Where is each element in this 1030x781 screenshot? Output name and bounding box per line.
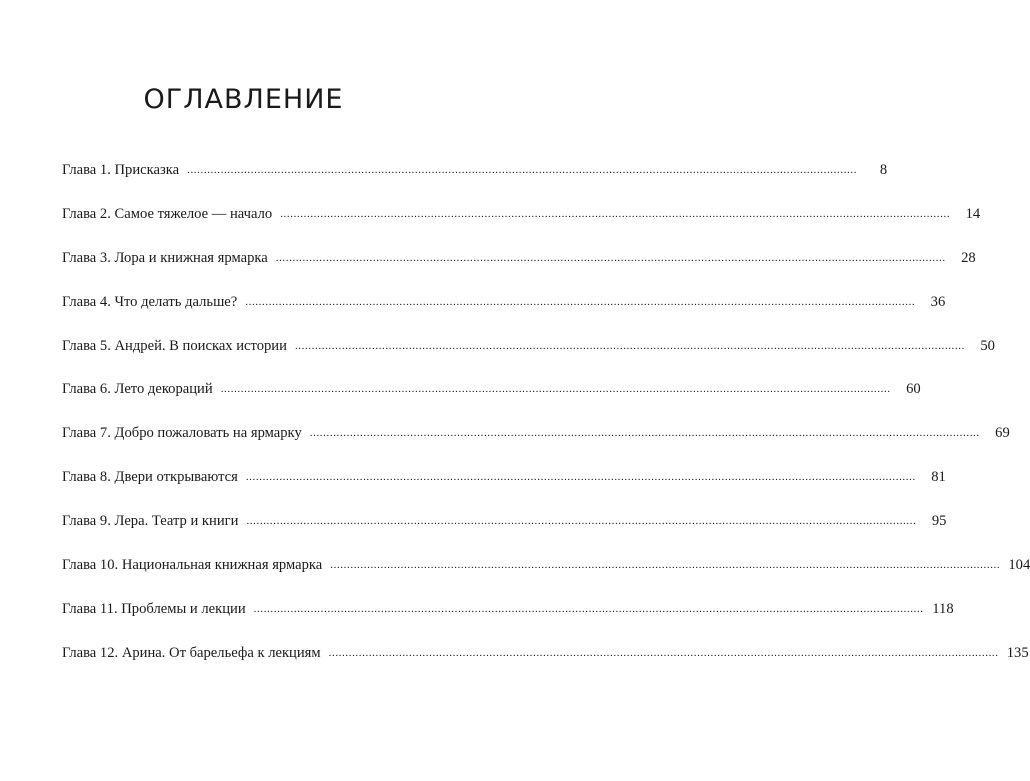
toc-page-number: 135 [1006,644,1029,661]
toc-chapter-title: Глава 12. Арина. От барельефа к лекциям [62,644,321,661]
toc-page-number: 50 [980,337,995,354]
dot-leader: ........................................................................................................................................................................................................ [220,383,891,396]
page-title: ОГЛАВЛЕНИЕ [143,84,344,115]
dot-leader: ........................................................................................................................................................................................................ [275,251,946,264]
toc-page-number: 14 [965,205,981,222]
toc-entry-6 [62,379,921,423]
toc-entry-7 [62,423,1010,467]
toc-entry-9 [62,511,947,555]
dot-leader: ........................................................................................................................................................................................................ [280,207,951,220]
toc-chapter-title: Глава 1. Присказка [62,162,180,178]
toc-chapter-title: Глава 5. Андрей. В поисках истории [62,337,287,354]
dot-leader: ........................................................................................................................................................................................................ [187,164,858,176]
toc-entry-10 [62,555,1030,599]
toc-entry-5 [62,336,995,380]
dot-leader: ........................................................................................................................................................................................................ [309,427,980,440]
toc-chapter-title: Глава 9. Лера. Театр и книги [62,513,239,530]
toc-page-number: 69 [995,425,1010,442]
toc-page-number: 95 [931,513,947,530]
toc-chapter-title: Глава 3. Лора и книжная ярмарка [62,249,268,266]
dot-leader: ........................................................................................................................................................................................................ [246,515,917,528]
toc-page-number: 60 [906,381,921,398]
toc-entry-2 [62,204,981,248]
toc-page-number: 104 [1008,557,1030,574]
toc-chapter-title: Глава 11. Проблемы и лекции [62,600,246,617]
toc-chapter-title: Глава 6. Лето декораций [62,381,213,398]
dot-leader: ........................................................................................................................................................................................................ [294,339,965,352]
toc-chapter-title: Глава 8. Двери открываются [62,469,238,486]
toc-page-number: 81 [931,469,946,486]
table-of-contents [62,160,1030,687]
toc-page-number: 36 [930,293,946,310]
toc-chapter-title: Глава 7. Добро пожаловать на ярмарку [62,425,302,442]
toc-chapter-title: Глава 4. Что делать дальше? [62,293,238,310]
dot-leader: ........................................................................................................................................................................................................ [330,559,1001,572]
dot-leader: ........................................................................................................................................................................................................ [245,471,916,484]
dot-leader: ........................................................................................................................................................................................................ [245,295,916,308]
toc-entry-11 [62,599,954,643]
dot-leader: ........................................................................................................................................................................................................ [253,602,924,615]
toc-page-number: 28 [961,249,976,266]
toc-entry-4 [62,292,946,336]
toc-entry-1 [62,160,888,204]
toc-chapter-title: Глава 2. Самое тяжелое — начало [62,205,273,222]
toc-entry-12 [62,643,1029,687]
toc-chapter-title: Глава 10. Национальная книжная ярмарка [62,557,323,574]
toc-page-number: 118 [932,600,954,617]
dot-leader: ........................................................................................................................................................................................................ [328,646,999,659]
toc-entry-8 [62,467,946,511]
toc-page-number: 8 [879,162,888,178]
toc-entry-3 [62,248,976,292]
